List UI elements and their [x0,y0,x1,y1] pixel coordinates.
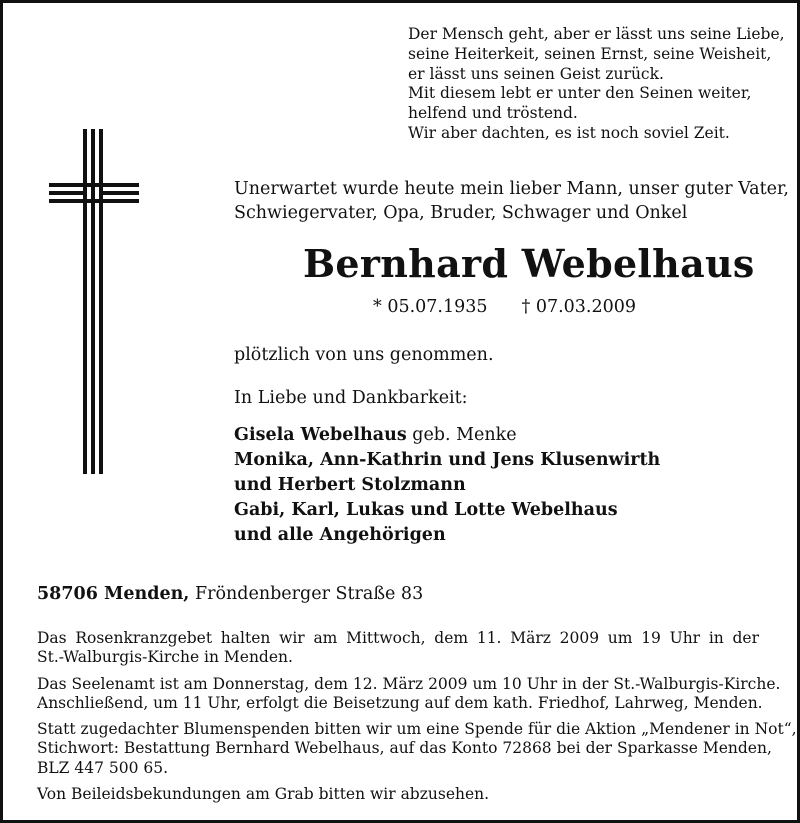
family-address [37,584,423,604]
note-line: Anschließend, um 11 Uhr, erfolgt die Beisetzung auf dem kath. Friedhof, Lahrweg, Menden. [37,693,763,712]
deceased-name: Bernhard Webelhaus [303,241,755,286]
note-line: Das Seelenamt ist am Donnerstag, dem 12. März 2009 um 10 Uhr in der St.-Walburgis-Kirche. [37,674,781,693]
thanks-heading: In Liebe und Dankbarkeit: [234,388,468,408]
cross-icon [49,129,139,474]
mourner-line: und alle Angehörigen [234,525,446,545]
poem [408,25,798,144]
intro-line: Schwiegervater, Opa, Bruder, Schwager und Onkel [234,203,688,223]
poem-line: Wir aber dachten, es ist noch soviel Zeit. [408,123,730,142]
note-line: St.-Walburgis-Kirche in Menden. [37,648,293,667]
mourner-line: und Herbert Stolzmann [234,475,466,495]
address-city: 58706 Menden, [37,584,190,604]
note-line: Stichwort: Bestattung Bernhard Webelhaus, auf das Konto 72868 bei der Sparkasse Menden, [37,739,772,758]
mourner-maiden-name: geb. Menke [406,425,517,445]
birth-date: * 05.07.1935 [373,297,488,317]
poem-line: helfend und tröstend. [408,104,578,123]
donation-note [37,720,797,778]
note-line: Statt zugedachter Blumenspenden bitten wir um eine Spende für die Aktion „Mendener in Not“, [37,720,797,739]
mourner-name: Gisela Webelhaus [234,425,407,445]
mass-note [37,674,781,714]
rosary-note [37,629,759,668]
intro-text [234,177,794,225]
poem-line: er lässt uns seinen Geist zurück. [408,64,664,83]
mourners-list [234,423,794,548]
mourner-line: Gabi, Karl, Lukas und Lotte Webelhaus [234,500,618,520]
note-line: Von Beileidsbekundungen am Grab bitten wir abzusehen. [37,785,490,804]
mourner-line [234,423,794,448]
address-street: Fröndenberger Straße 83 [189,584,424,604]
note-line: BLZ 447 500 65. [37,758,169,777]
service-notes [37,629,797,811]
poem-line: Der Mensch geht, aber er lässt uns seine Liebe, [408,25,785,43]
condolence-note [37,785,759,804]
taken-text: plötzlich von uns genommen. [234,345,494,365]
life-dates [373,297,636,317]
note-line: Das Rosenkranzgebet halten wir am Mittwoch, dem 11. März 2009 um 19 Uhr in der [37,629,759,647]
poem-line: seine Heiterkeit, seinen Ernst, seine Weisheit, [408,44,772,63]
intro-line: Unerwartet wurde heute mein lieber Mann, unser guter Vater, [234,179,789,199]
poem-line: Mit diesem lebt er unter den Seinen weiter, [408,84,752,103]
mourner-line: Monika, Ann-Kathrin und Jens Klusenwirth [234,450,661,470]
death-date: † 07.03.2009 [521,297,637,317]
